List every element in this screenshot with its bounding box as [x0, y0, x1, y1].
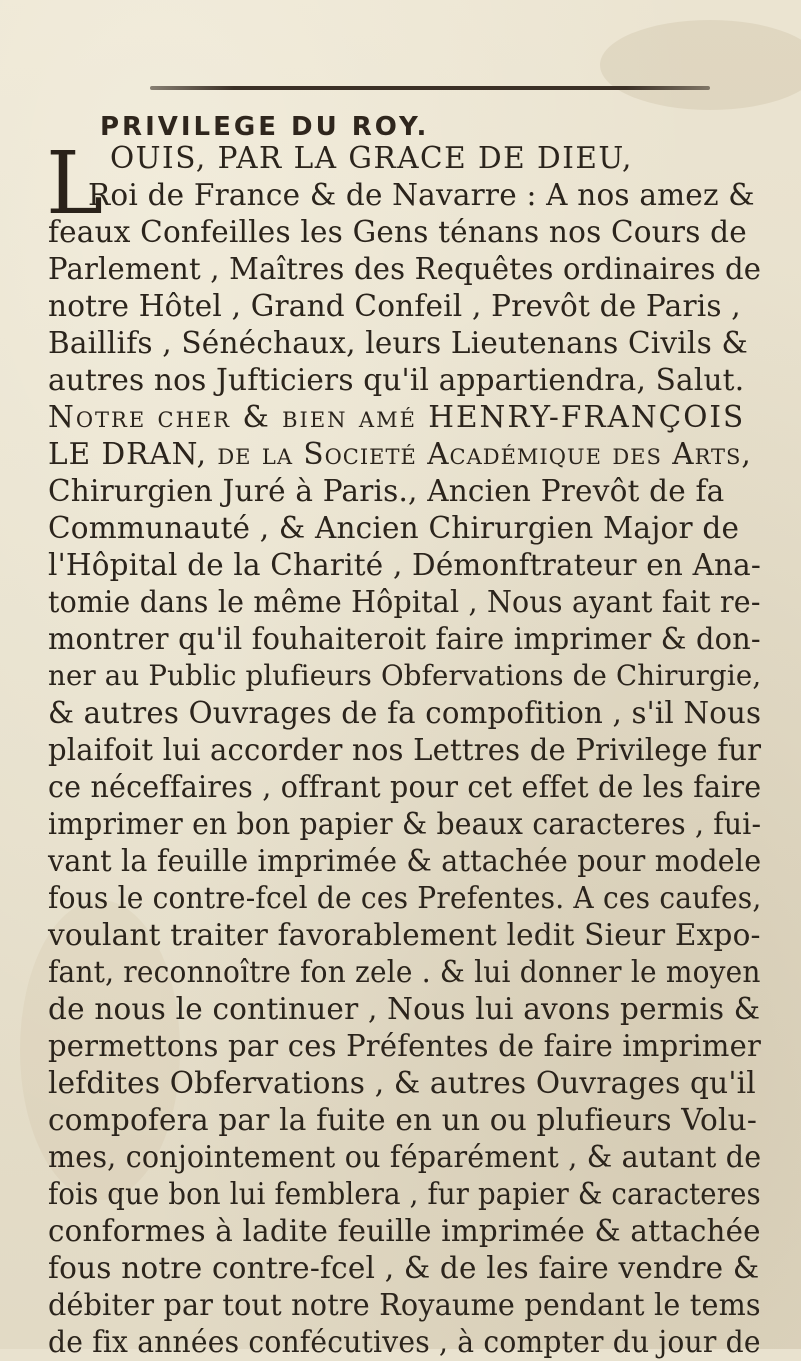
text-line: Chirurgien Juré à Paris., Ancien Prevôt de fa [48, 474, 725, 508]
text-line: mes, conjointement ou féparément , & autant de [48, 1140, 762, 1174]
text-line: ner au Public plufieurs Obfervations de Chirurgie, [48, 659, 762, 692]
text-line: permettons par ces Préfentes de faire imprimer [48, 1029, 762, 1063]
text-line: compofera par la fuite en un ou plufieurs Volu- [48, 1103, 757, 1137]
text-line: Roi de France & de Navarre : A nos amez & [88, 178, 755, 212]
text-line: Communauté , & Ancien Chirurgien Major de [48, 511, 740, 545]
text-line: ce néceffaires , offrant pour cet effet de les faire [48, 770, 762, 804]
text-line: vant la feuille imprimée & attachée pour modele [48, 844, 762, 878]
text-line: OUIS, PAR LA GRACE DE DIEU, [110, 141, 633, 175]
text-line: l'Hôpital de la Charité , Démonftrateur en Ana- [48, 548, 762, 582]
page-heading: PRIVILEGE DU ROY. [100, 112, 430, 142]
text-line: voulant traiter favorablement ledit Sieur Expo- [48, 918, 761, 952]
text-line: LE DRAN, de la Societé Académique des Arts, [48, 437, 752, 471]
text-line: notre Hôtel , Grand Confeil , Prevôt de Paris , [48, 289, 741, 323]
drop-cap: L [46, 134, 104, 234]
text-line: Baillifs , Sénéchaux, leurs Lieutenans Civils & [48, 326, 748, 360]
text-line: imprimer en bon papier & beaux caracteres , fui- [48, 807, 762, 841]
text-line: débiter par tout notre Royaume pendant le tems [48, 1288, 761, 1322]
text-line: de fix années confécutives , à compter du jour de [48, 1325, 761, 1359]
text-line: Parlement , Maîtres des Requêtes ordinaires de [48, 252, 762, 286]
header-rule [150, 86, 710, 90]
text-line: plaifoit lui accorder nos Lettres de Privilege fur [48, 733, 762, 767]
text-line: fant, reconnoître fon zele . & lui donner le moyen [48, 955, 761, 989]
text-line: Notre cher & bien amé HENRY-FRANÇOIS [48, 400, 746, 434]
text-line: fous notre contre-fcel , & de les faire vendre & [48, 1251, 760, 1285]
text-line: conformes à ladite feuille imprimée & attachée [48, 1214, 761, 1248]
text-line: fous le contre-fcel de ces Prefentes. A ces caufes, [48, 881, 762, 915]
paper-stain [600, 20, 801, 110]
text-line: feaux Confeilles les Gens ténans nos Cours de [48, 215, 747, 249]
text-line: lefdites Obfervations , & autres Ouvrages qu'il [48, 1066, 756, 1100]
text-line: fois que bon lui femblera , fur papier & caracteres [48, 1177, 761, 1211]
text-line: montrer qu'il fouhaiteroit faire imprimer & don- [48, 622, 761, 656]
text-line: tomie dans le même Hôpital , Nous ayant fait re- [48, 585, 761, 619]
text-line: autres nos Jufticiers qu'il appartiendra, Salut. [48, 363, 745, 397]
text-line: & autres Ouvrages de fa compofition , s'il Nous [48, 696, 762, 730]
text-line: de nous le continuer , Nous lui avons permis & [48, 992, 761, 1026]
